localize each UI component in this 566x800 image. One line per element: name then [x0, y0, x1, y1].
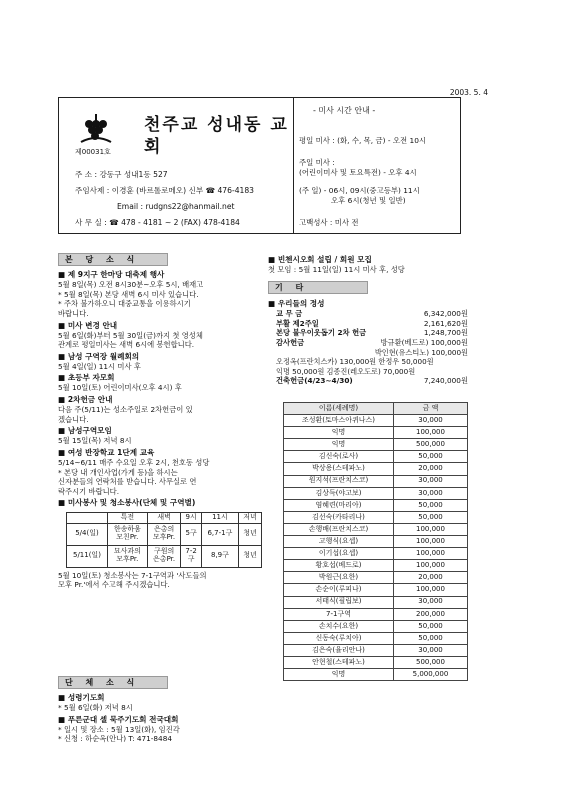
news-line: 모후 Pr.'에서 수고해 주시겠습니다. — [58, 580, 170, 590]
news-title: ■ 빈첸시오회 설립 / 회원 모집 — [268, 255, 372, 264]
news-line: 락주시기 바랍니다. — [58, 486, 120, 496]
table-row — [284, 463, 468, 475]
table-cell: 5구 — [181, 523, 201, 545]
table-row — [284, 669, 468, 681]
news-title: ■ 2차헌금 안내 — [58, 395, 113, 405]
donation-amount: 30,000 — [394, 475, 468, 487]
donor-name: 박상용(스테파노) — [284, 463, 394, 475]
donor-name: 익명 — [284, 439, 394, 451]
table-row — [284, 584, 468, 596]
table-row — [284, 487, 468, 499]
donation-amount: 100,000 — [394, 560, 468, 572]
priest-info: 주임사제 : 이경훈 (바르톨로메오) 신부 ☎ 476-4183 — [75, 186, 255, 195]
news-line: * 5월 6일(화) 저녁 8시 — [58, 703, 133, 713]
table-row — [284, 560, 468, 572]
table-row — [284, 439, 468, 451]
bulletin-date: 2003. 5. 4 — [449, 88, 488, 97]
group-news — [58, 691, 266, 744]
news-line: * 일시 및 장소 : 5월 13일(화), 임진각 — [58, 724, 180, 734]
donation-amount: 50,000 — [394, 499, 468, 511]
table-row — [284, 572, 468, 584]
table-row — [284, 511, 468, 523]
donation-amount: 20,000 — [394, 572, 468, 584]
donor-name: 안현철(스테파노) — [284, 656, 394, 668]
sunday-mass-label: 주일 미사 : — [299, 158, 335, 167]
donor-name: 조성환(토마스아퀴나스) — [284, 415, 394, 427]
donor-name: 김신숙(로사) — [284, 451, 394, 463]
news-title: ■ 여성 반장학교 1단계 교육 — [58, 447, 155, 457]
table-row — [284, 523, 468, 535]
table-row — [284, 475, 468, 487]
thanks-line: 박인현(유스티노) 100,000원 — [374, 347, 468, 357]
misc-heading: 기 타 — [268, 281, 368, 294]
confession: 고백성사 : 미사 전 — [299, 218, 359, 227]
donor-name: 고행식(요셉) — [284, 536, 394, 548]
table-header: 특전 — [107, 512, 147, 523]
news-item-second-collection — [58, 395, 266, 424]
table-header: 11시 — [201, 512, 238, 523]
saturday-mass: (어린이미사 및 토요특전) - 오후 4시 — [299, 168, 417, 177]
donor-name: 황호섭(베드로) — [284, 560, 394, 572]
table-cell: 구원의 은총Pr. — [147, 545, 181, 567]
table-row — [284, 499, 468, 511]
donation-amount: 50,000 — [394, 632, 468, 644]
donor-name: 김상득(야고보) — [284, 487, 394, 499]
table-header — [67, 512, 108, 523]
donor-name: 신동숙(루치아) — [284, 632, 394, 644]
table-row — [284, 427, 468, 439]
news-line: 관계로 평일미사는 새벽 6시에 봉헌합니다. — [58, 340, 195, 350]
grape-logo-icon — [77, 112, 115, 146]
mass-title: - 미사 시간 안내 - — [313, 106, 376, 115]
news-line: 5월 4일(일) 11시 미사 후 — [58, 361, 141, 371]
news-line: 5월 15일(목) 저녁 8시 — [58, 436, 132, 446]
news-title: ■ 성령기도회 — [58, 693, 105, 702]
donor-name: 7-1구역 — [284, 608, 394, 620]
donor-name: 김선숙(카타리나) — [284, 511, 394, 523]
office-phone: 사 무 실 : ☎ 478 - 4181 ~ 2 (FAX) 478-4184 — [75, 218, 240, 227]
header-box — [58, 97, 461, 234]
news-line: * 5월 8일(목) 본당 새벽 6시 미사 있습니다. — [58, 289, 199, 299]
news-line: 5월 8일(목) 오전 8시30분~오후 5시, 배재고 — [58, 280, 204, 290]
donor-name: 염혜련(마리아) — [284, 499, 394, 511]
donation-amount: 100,000 — [394, 523, 468, 535]
table-row — [284, 548, 468, 560]
news-item-women-school — [58, 448, 266, 497]
parish-news — [58, 268, 266, 590]
table-row — [284, 536, 468, 548]
news-item-meeting — [58, 352, 266, 372]
table-cell: 5/4(일) — [67, 523, 108, 545]
donor-name: 김은숙(율리안나) — [284, 644, 394, 656]
donor-name: 손행배(프란치스코) — [284, 523, 394, 535]
building-row: 건축헌금(4/23~4/30) 7,240,000원 — [276, 376, 468, 386]
news-title: ■ 남성구역모임 — [58, 426, 112, 436]
table-cell: 한송하움 모친Pr. — [107, 523, 147, 545]
news-item-festival — [58, 270, 266, 319]
offering-title: ■ 우리들의 정성 — [268, 299, 325, 308]
donation-amount: 20,000 — [394, 463, 468, 475]
news-title: ■ 제 9지구 한마당 대축제 행사 — [58, 270, 165, 279]
donation-amount: 200,000 — [394, 608, 468, 620]
donation-amount: 50,000 — [394, 620, 468, 632]
table-row — [284, 632, 468, 644]
parish-news-heading: 본 당 소 식 — [58, 253, 168, 266]
donor-name: 손순이(루피나) — [284, 584, 394, 596]
news-item-parents — [58, 373, 266, 393]
mass-schedule — [295, 98, 460, 233]
news-line: * 신청 : 하순옥(안나) T: 471-8484 — [58, 734, 172, 744]
donor-name: 서태식(필립보) — [284, 596, 394, 608]
donor-name: 박원근(요한) — [284, 572, 394, 584]
table-row — [284, 644, 468, 656]
news-line: 다음 주(5/11)는 성소주일로 2차헌금이 있 — [58, 405, 193, 415]
table-header: 새벽 — [147, 512, 181, 523]
email: Email : rudgns22@hanmail.net — [117, 202, 235, 211]
news-title: ■ 미사 변경 안내 — [58, 320, 118, 330]
news-line: 신자분들의 연락처를 받습니다. 사무실로 연 — [58, 477, 197, 487]
donation-amount: 30,000 — [394, 596, 468, 608]
donation-amount: 30,000 — [394, 644, 468, 656]
news-line: 5월 6일(화)부터 5월 30일(금)까지 첫 영성체 — [58, 330, 203, 340]
news-line: 5월 10일(토) 어린이미사(오후 4시) 후 — [58, 383, 182, 393]
building-fund-table — [283, 402, 468, 681]
news-line: 첫 모임 : 5월 11일(일) 11시 미사 후, 성당 — [268, 265, 405, 275]
weekday-mass: 평일 미사 : (화, 수, 목, 금) - 오전 10시 — [299, 136, 427, 145]
thanks-line: 오정옥(프란치스카) 130,000원 한정우 50,000원 — [276, 357, 434, 367]
table-row — [284, 620, 468, 632]
news-line: * 주차 불가하오니 대중교통을 이용하시기 — [58, 299, 191, 309]
table-cell: 7-2 구 — [181, 545, 201, 567]
donation-amount: 100,000 — [394, 548, 468, 560]
table-row — [284, 596, 468, 608]
address: 주 소 : 강동구 성내1동 527 — [75, 170, 168, 179]
table-header: 9시 — [181, 512, 201, 523]
news-line: 5/14~6/11 매주 수요일 오후 2시, 천호동 성당 — [58, 457, 210, 467]
vincent-notice — [268, 253, 468, 275]
thanks-row: 감사헌금 방규환(베드로) 100,000원 — [276, 337, 468, 347]
news-line: 겠습니다. — [58, 414, 89, 424]
table-cell: 8,9구 — [201, 545, 238, 567]
donation-amount: 100,000 — [394, 536, 468, 548]
table-cell: 은총의 모후Pr. — [147, 523, 181, 545]
offering-section — [268, 297, 468, 386]
donation-amount: 100,000 — [394, 427, 468, 439]
offering-row: 부활 제2주일 2,161,620원 — [276, 318, 468, 328]
news-line: 바랍니다. — [58, 308, 89, 318]
news-title: ■ 남성 구역장 월례회의 — [58, 351, 140, 361]
donation-amount: 50,000 — [394, 511, 468, 523]
sunday-mass-2: 오후 6시(청년 및 일반) — [331, 196, 406, 205]
donor-name: 원지석(프란치스코) — [284, 475, 394, 487]
donation-amount: 500,000 — [394, 656, 468, 668]
issue-number: 제00031호 — [75, 148, 111, 156]
news-item-mass-change — [58, 321, 266, 350]
table-row — [284, 415, 468, 427]
news-title: ■ 미사봉사 및 청소봉사(단체 및 구역별) — [58, 498, 196, 508]
table-cell: 6,7-1구 — [201, 523, 238, 545]
donor-name: 익명 — [284, 669, 394, 681]
news-item-service — [58, 498, 266, 508]
group-news-heading: 단 체 소 식 — [58, 676, 168, 689]
table-cell: 청년 — [238, 545, 261, 567]
donor-name: 손치수(요한) — [284, 620, 394, 632]
news-title: ■ 푸른군대 셀 묵주기도회 전국대회 — [58, 714, 179, 724]
service-table — [66, 512, 262, 568]
news-line: * 본당 내 개인사업(가게 등)을 하시는 — [58, 467, 178, 477]
donation-amount: 5,000,000 — [394, 669, 468, 681]
table-row — [284, 608, 468, 620]
news-title: ■ 초등부 자모회 — [58, 373, 115, 383]
church-name: 천주교 성내동 교회 — [144, 115, 289, 158]
table-header: 저녁 — [238, 512, 261, 523]
table-cell: 청년 — [238, 523, 261, 545]
table-header: 금 액 — [394, 403, 468, 415]
donation-amount: 30,000 — [394, 415, 468, 427]
offering-row: 교 무 금 6,342,000원 — [276, 309, 468, 319]
table-row — [284, 451, 468, 463]
table-row — [284, 656, 468, 668]
donation-amount: 30,000 — [394, 487, 468, 499]
donor-name: 이기섭(요셉) — [284, 548, 394, 560]
table-cell: 묘사과의 모후Pr. — [107, 545, 147, 567]
sunday-mass-1: (주 일) - 06시, 09시(중고등부) 11시 — [299, 186, 420, 195]
thanks-line: 익명 50,000원 김종진(레오도로) 70,000원 — [276, 366, 416, 376]
table-header: 이름(세례명) — [284, 403, 394, 415]
donor-name: 익명 — [284, 427, 394, 439]
donation-amount: 500,000 — [394, 439, 468, 451]
donation-amount: 50,000 — [394, 451, 468, 463]
news-item-men-district — [58, 426, 266, 446]
offering-row: 본당 불우이웃돕기 2차 헌금 1,248,700원 — [276, 328, 468, 338]
news-line: 5월 10일(토) 청소봉사는 7-1구역과 '사도들의 — [58, 570, 207, 580]
church-info — [59, 98, 294, 233]
donation-amount: 100,000 — [394, 584, 468, 596]
table-cell: 5/11(일) — [67, 545, 108, 567]
